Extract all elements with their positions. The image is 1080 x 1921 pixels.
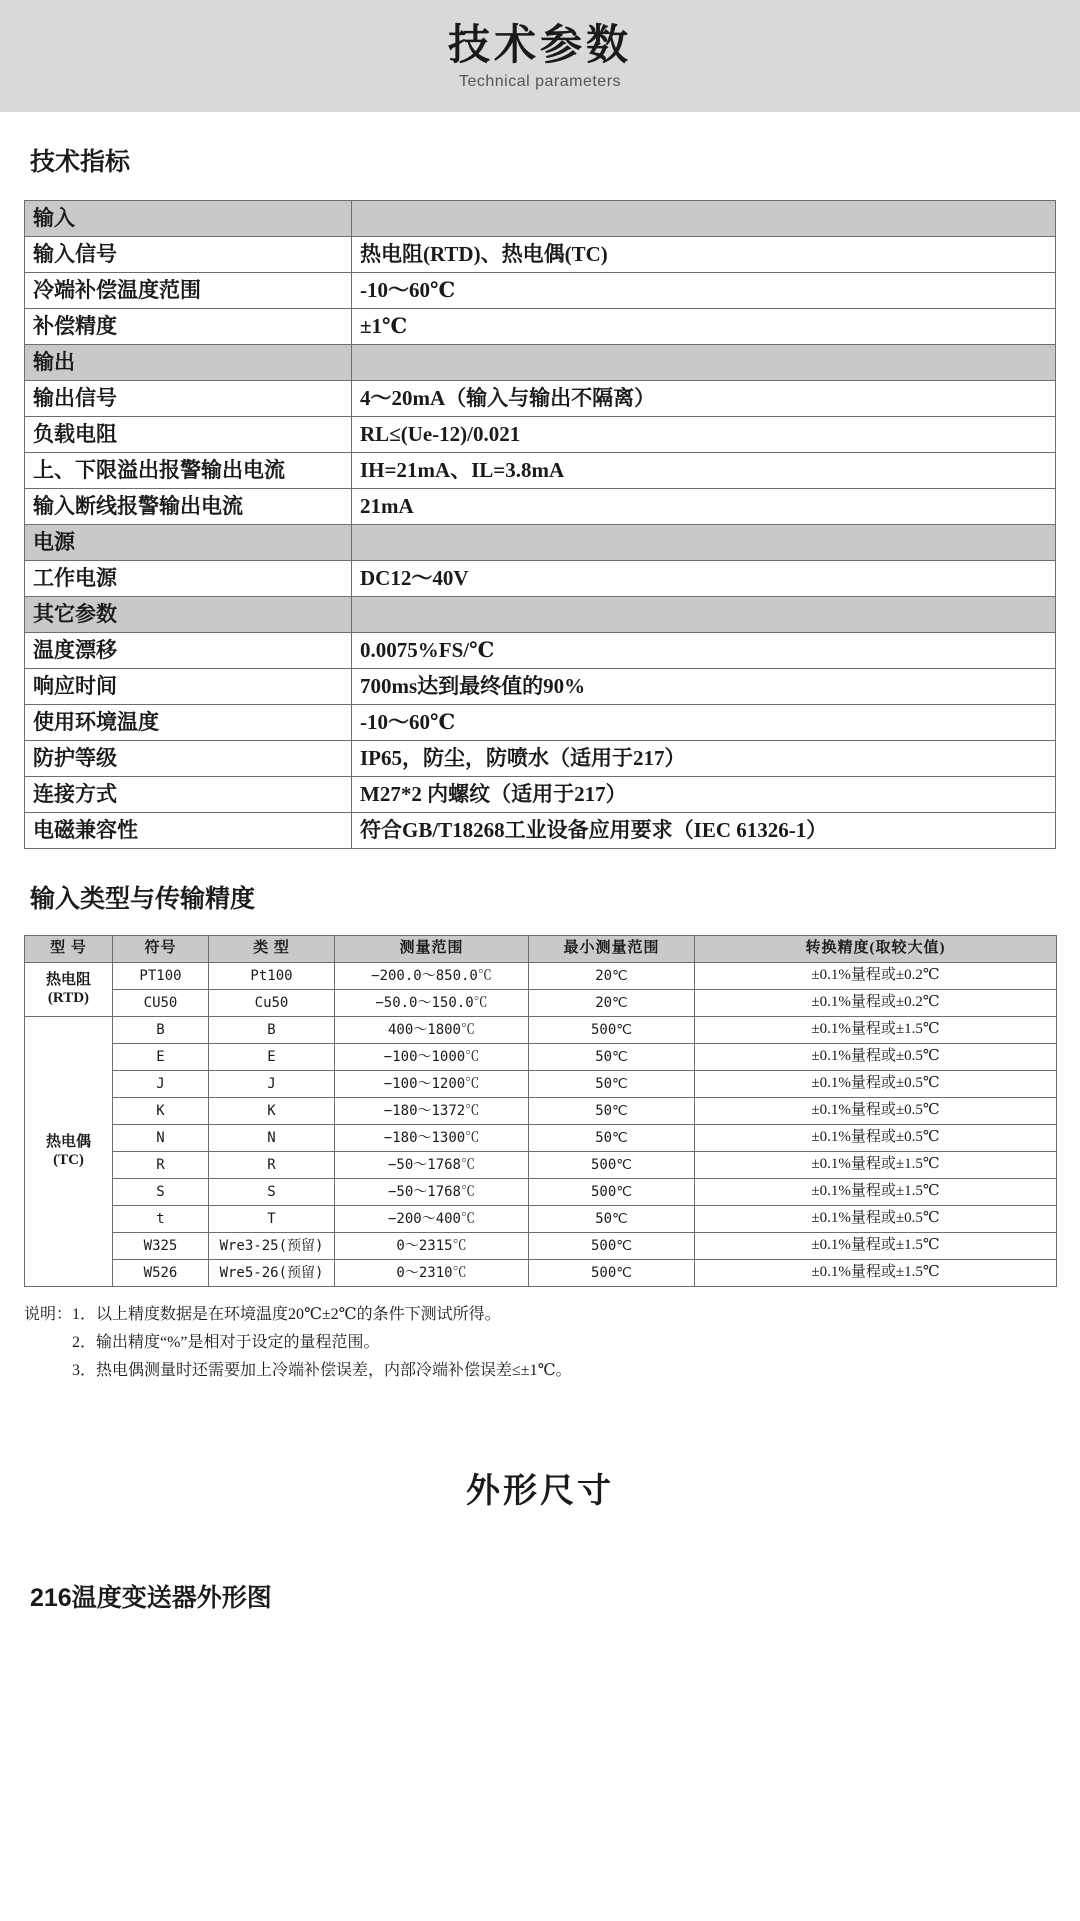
cell-symbol: R: [113, 1152, 209, 1179]
dimensions-subtitle: 216温度变送器外形图: [30, 1584, 272, 1612]
cell-accuracy: ±0.1%量程或±0.2℃: [695, 990, 1057, 1017]
spec-value-cell: 700ms达到最终值的90%: [352, 669, 1056, 705]
cell-accuracy: ±0.1%量程或±1.5℃: [695, 1152, 1057, 1179]
types-table-row: [25, 1098, 1057, 1125]
spec-value-cell: DC12～40V: [352, 561, 1056, 597]
spec-value-cell: -10～60℃: [352, 705, 1056, 741]
cell-accuracy: ±0.1%量程或±0.5℃: [695, 1206, 1057, 1233]
spec-group-row: [25, 345, 1056, 381]
types-table-row: [25, 1179, 1057, 1206]
category-tc-label: 热电偶: [45, 1134, 91, 1151]
spec-label-cell: 工作电源: [25, 561, 352, 597]
cell-range: −100～1200℃: [335, 1071, 529, 1098]
cell-accuracy: ±0.1%量程或±0.2℃: [695, 963, 1057, 990]
types-table-row: [25, 990, 1057, 1017]
cell-range: −180～1372℃: [335, 1098, 529, 1125]
spec-table-row: [25, 561, 1056, 597]
cell-symbol: B: [113, 1017, 209, 1044]
col-header-symbol: 符号: [113, 936, 209, 963]
col-header-model: 型 号: [25, 936, 113, 963]
types-table-body: [25, 963, 1057, 1287]
types-table-row: [25, 1044, 1057, 1071]
cell-min-range: 50℃: [529, 1125, 695, 1152]
cell-type: J: [209, 1071, 335, 1098]
cell-symbol: J: [113, 1071, 209, 1098]
category-cell-rtd: [25, 963, 113, 1017]
cell-symbol: CU50: [113, 990, 209, 1017]
spec-label-cell: 电磁兼容性: [25, 813, 352, 849]
category-rtd-label: 热电阻: [45, 972, 91, 989]
spec-table-row: [25, 273, 1056, 309]
types-table-row: [25, 1017, 1057, 1044]
spec-group-row: [25, 525, 1056, 561]
cell-min-range: 50℃: [529, 1098, 695, 1125]
cell-range: −200.0～850.0℃: [335, 963, 529, 990]
spec-value-cell: RL≤(Ue-12)/0.021: [352, 417, 1056, 453]
cell-accuracy: ±0.1%量程或±1.5℃: [695, 1260, 1057, 1287]
spec-value-cell: -10～60℃: [352, 273, 1056, 309]
spec-label-cell: 输入: [25, 201, 352, 237]
cell-type: Wre5-26(预留): [209, 1260, 335, 1287]
cell-accuracy: ±0.1%量程或±0.5℃: [695, 1125, 1057, 1152]
cell-range: −50～1768℃: [335, 1152, 529, 1179]
cell-min-range: 20℃: [529, 963, 695, 990]
spec-value-cell: 0.0075%FS/℃: [352, 633, 1056, 669]
cell-min-range: 50℃: [529, 1044, 695, 1071]
spec-table-row: [25, 381, 1056, 417]
cell-range: 400～1800℃: [335, 1017, 529, 1044]
category-rtd-sublabel: (RTD): [47, 989, 90, 1006]
cell-range: −50.0～150.0℃: [335, 990, 529, 1017]
cell-accuracy: ±0.1%量程或±0.5℃: [695, 1044, 1057, 1071]
spec-label-cell: 补偿精度: [25, 309, 352, 345]
cell-min-range: 20℃: [529, 990, 695, 1017]
technical-spec-table: [24, 200, 1056, 849]
spec-label-cell: 输出信号: [25, 381, 352, 417]
spec-label-cell: 使用环境温度: [25, 705, 352, 741]
spec-value-cell: 4～20mA（输入与输出不隔离）: [352, 381, 1056, 417]
cell-symbol: PT100: [113, 963, 209, 990]
spec-value-cell: ±1℃: [352, 309, 1056, 345]
spec-value-cell: 符合GB/T18268工业设备应用要求（IEC 61326-1）: [352, 813, 1056, 849]
spec-label-cell: 温度漂移: [25, 633, 352, 669]
cell-accuracy: ±0.1%量程或±0.5℃: [695, 1098, 1057, 1125]
col-header-accuracy: 转换精度(取较大值): [695, 936, 1057, 963]
cell-min-range: 500℃: [529, 1179, 695, 1206]
spec-value-cell: [352, 525, 1056, 561]
cell-range: −200～400℃: [335, 1206, 529, 1233]
spec-label-cell: 输入信号: [25, 237, 352, 273]
spec-label-cell: 连接方式: [25, 777, 352, 813]
spec-group-row: [25, 597, 1056, 633]
cell-symbol: N: [113, 1125, 209, 1152]
types-table-row: [25, 1206, 1057, 1233]
spec-label-cell: 上、下限溢出报警输出电流: [25, 453, 352, 489]
page-subtitle: Technical parameters: [458, 73, 622, 91]
types-table-row: [25, 1152, 1057, 1179]
cell-type: Wre3-25(预留): [209, 1233, 335, 1260]
spec-section-heading: 技术指标: [30, 148, 131, 176]
cell-range: −100～1000℃: [335, 1044, 529, 1071]
cell-symbol: S: [113, 1179, 209, 1206]
spec-label-cell: 电源: [25, 525, 352, 561]
cell-accuracy: ±0.1%量程或±0.5℃: [695, 1071, 1057, 1098]
spec-label-cell: 其它参数: [25, 597, 352, 633]
spec-value-cell: IH=21mA、IL=3.8mA: [352, 453, 1056, 489]
types-table-container: [24, 935, 1056, 1287]
cell-type: Cu50: [209, 990, 335, 1017]
spec-table-row: [25, 777, 1056, 813]
cell-type: T: [209, 1206, 335, 1233]
cell-symbol: K: [113, 1098, 209, 1125]
spec-label-cell: 负载电阻: [25, 417, 352, 453]
types-table-head: [25, 936, 1057, 963]
note-line: 说明：1．以上精度数据是在环境温度20℃±2℃的条件下测试所得。: [24, 1306, 501, 1323]
cell-accuracy: ±0.1%量程或±1.5℃: [695, 1233, 1057, 1260]
col-header-range: 测量范围: [335, 936, 529, 963]
spec-table-row: [25, 741, 1056, 777]
spec-table-body: [25, 201, 1056, 849]
note-line: 2．输出精度“%”是相对于设定的量程范围。: [24, 1334, 380, 1351]
types-table-row: [25, 1260, 1057, 1287]
spec-value-cell: M27*2 内螺纹（适用于217）: [352, 777, 1056, 813]
types-section-heading: 输入类型与传输精度: [30, 885, 256, 913]
spec-table-row: [25, 237, 1056, 273]
spec-label-cell: 冷端补偿温度范围: [25, 273, 352, 309]
cell-range: 0～2310℃: [335, 1260, 529, 1287]
col-header-min-range: 最小测量范围: [529, 936, 695, 963]
cell-type: S: [209, 1179, 335, 1206]
spec-table-row: [25, 453, 1056, 489]
spec-value-cell: [352, 345, 1056, 381]
spec-value-cell: IP65，防尘，防喷水（适用于217）: [352, 741, 1056, 777]
cell-symbol: W526: [113, 1260, 209, 1287]
spec-table-row: [25, 489, 1056, 525]
note-line: 3．热电偶测量时还需要加上冷端补偿误差，内部冷端补偿误差≤±1℃。: [24, 1362, 572, 1379]
cell-min-range: 500℃: [529, 1260, 695, 1287]
spec-table-row: [25, 417, 1056, 453]
cell-range: 0～2315℃: [335, 1233, 529, 1260]
spec-label-cell: 输入断线报警输出电流: [25, 489, 352, 525]
types-table-row: [25, 963, 1057, 990]
category-tc-sublabel: (TC): [53, 1151, 84, 1168]
cell-type: B: [209, 1017, 335, 1044]
col-header-type: 类 型: [209, 936, 335, 963]
category-cell-tc: [25, 1017, 113, 1287]
cell-min-range: 500℃: [529, 1152, 695, 1179]
spec-value-cell: [352, 201, 1056, 237]
spec-table-row: [25, 813, 1056, 849]
cell-range: −180～1300℃: [335, 1125, 529, 1152]
dimensions-title: 外形尺寸: [466, 1472, 614, 1510]
cell-type: K: [209, 1098, 335, 1125]
spec-label-cell: 防护等级: [25, 741, 352, 777]
cell-min-range: 50℃: [529, 1206, 695, 1233]
cell-type: N: [209, 1125, 335, 1152]
types-table-row: [25, 1071, 1057, 1098]
spec-table-row: [25, 309, 1056, 345]
spec-group-row: [25, 201, 1056, 237]
cell-min-range: 500℃: [529, 1233, 695, 1260]
cell-type: E: [209, 1044, 335, 1071]
spec-table-row: [25, 705, 1056, 741]
spec-table-row: [25, 633, 1056, 669]
cell-range: −50～1768℃: [335, 1179, 529, 1206]
spec-value-cell: 热电阻(RTD)、热电偶(TC): [352, 237, 1056, 273]
types-table-row: [25, 1125, 1057, 1152]
spec-value-cell: [352, 597, 1056, 633]
spec-value-cell: 21mA: [352, 489, 1056, 525]
spec-table-container: [24, 200, 1056, 849]
cell-type: Pt100: [209, 963, 335, 990]
cell-min-range: 500℃: [529, 1017, 695, 1044]
cell-type: R: [209, 1152, 335, 1179]
types-table-row: [25, 1233, 1057, 1260]
spec-label-cell: 响应时间: [25, 669, 352, 705]
cell-symbol: W325: [113, 1233, 209, 1260]
cell-accuracy: ±0.1%量程或±1.5℃: [695, 1017, 1057, 1044]
cell-accuracy: ±0.1%量程或±1.5℃: [695, 1179, 1057, 1206]
spec-table-row: [25, 669, 1056, 705]
table-notes: [24, 1301, 1080, 1385]
cell-symbol: t: [113, 1206, 209, 1233]
spec-label-cell: 输出: [25, 345, 352, 381]
cell-symbol: E: [113, 1044, 209, 1071]
page-title: 技术参数: [447, 20, 632, 68]
cell-min-range: 50℃: [529, 1071, 695, 1098]
input-type-accuracy-table: [24, 935, 1057, 1287]
types-header-row: [25, 936, 1057, 963]
page-banner: [0, 0, 1080, 112]
